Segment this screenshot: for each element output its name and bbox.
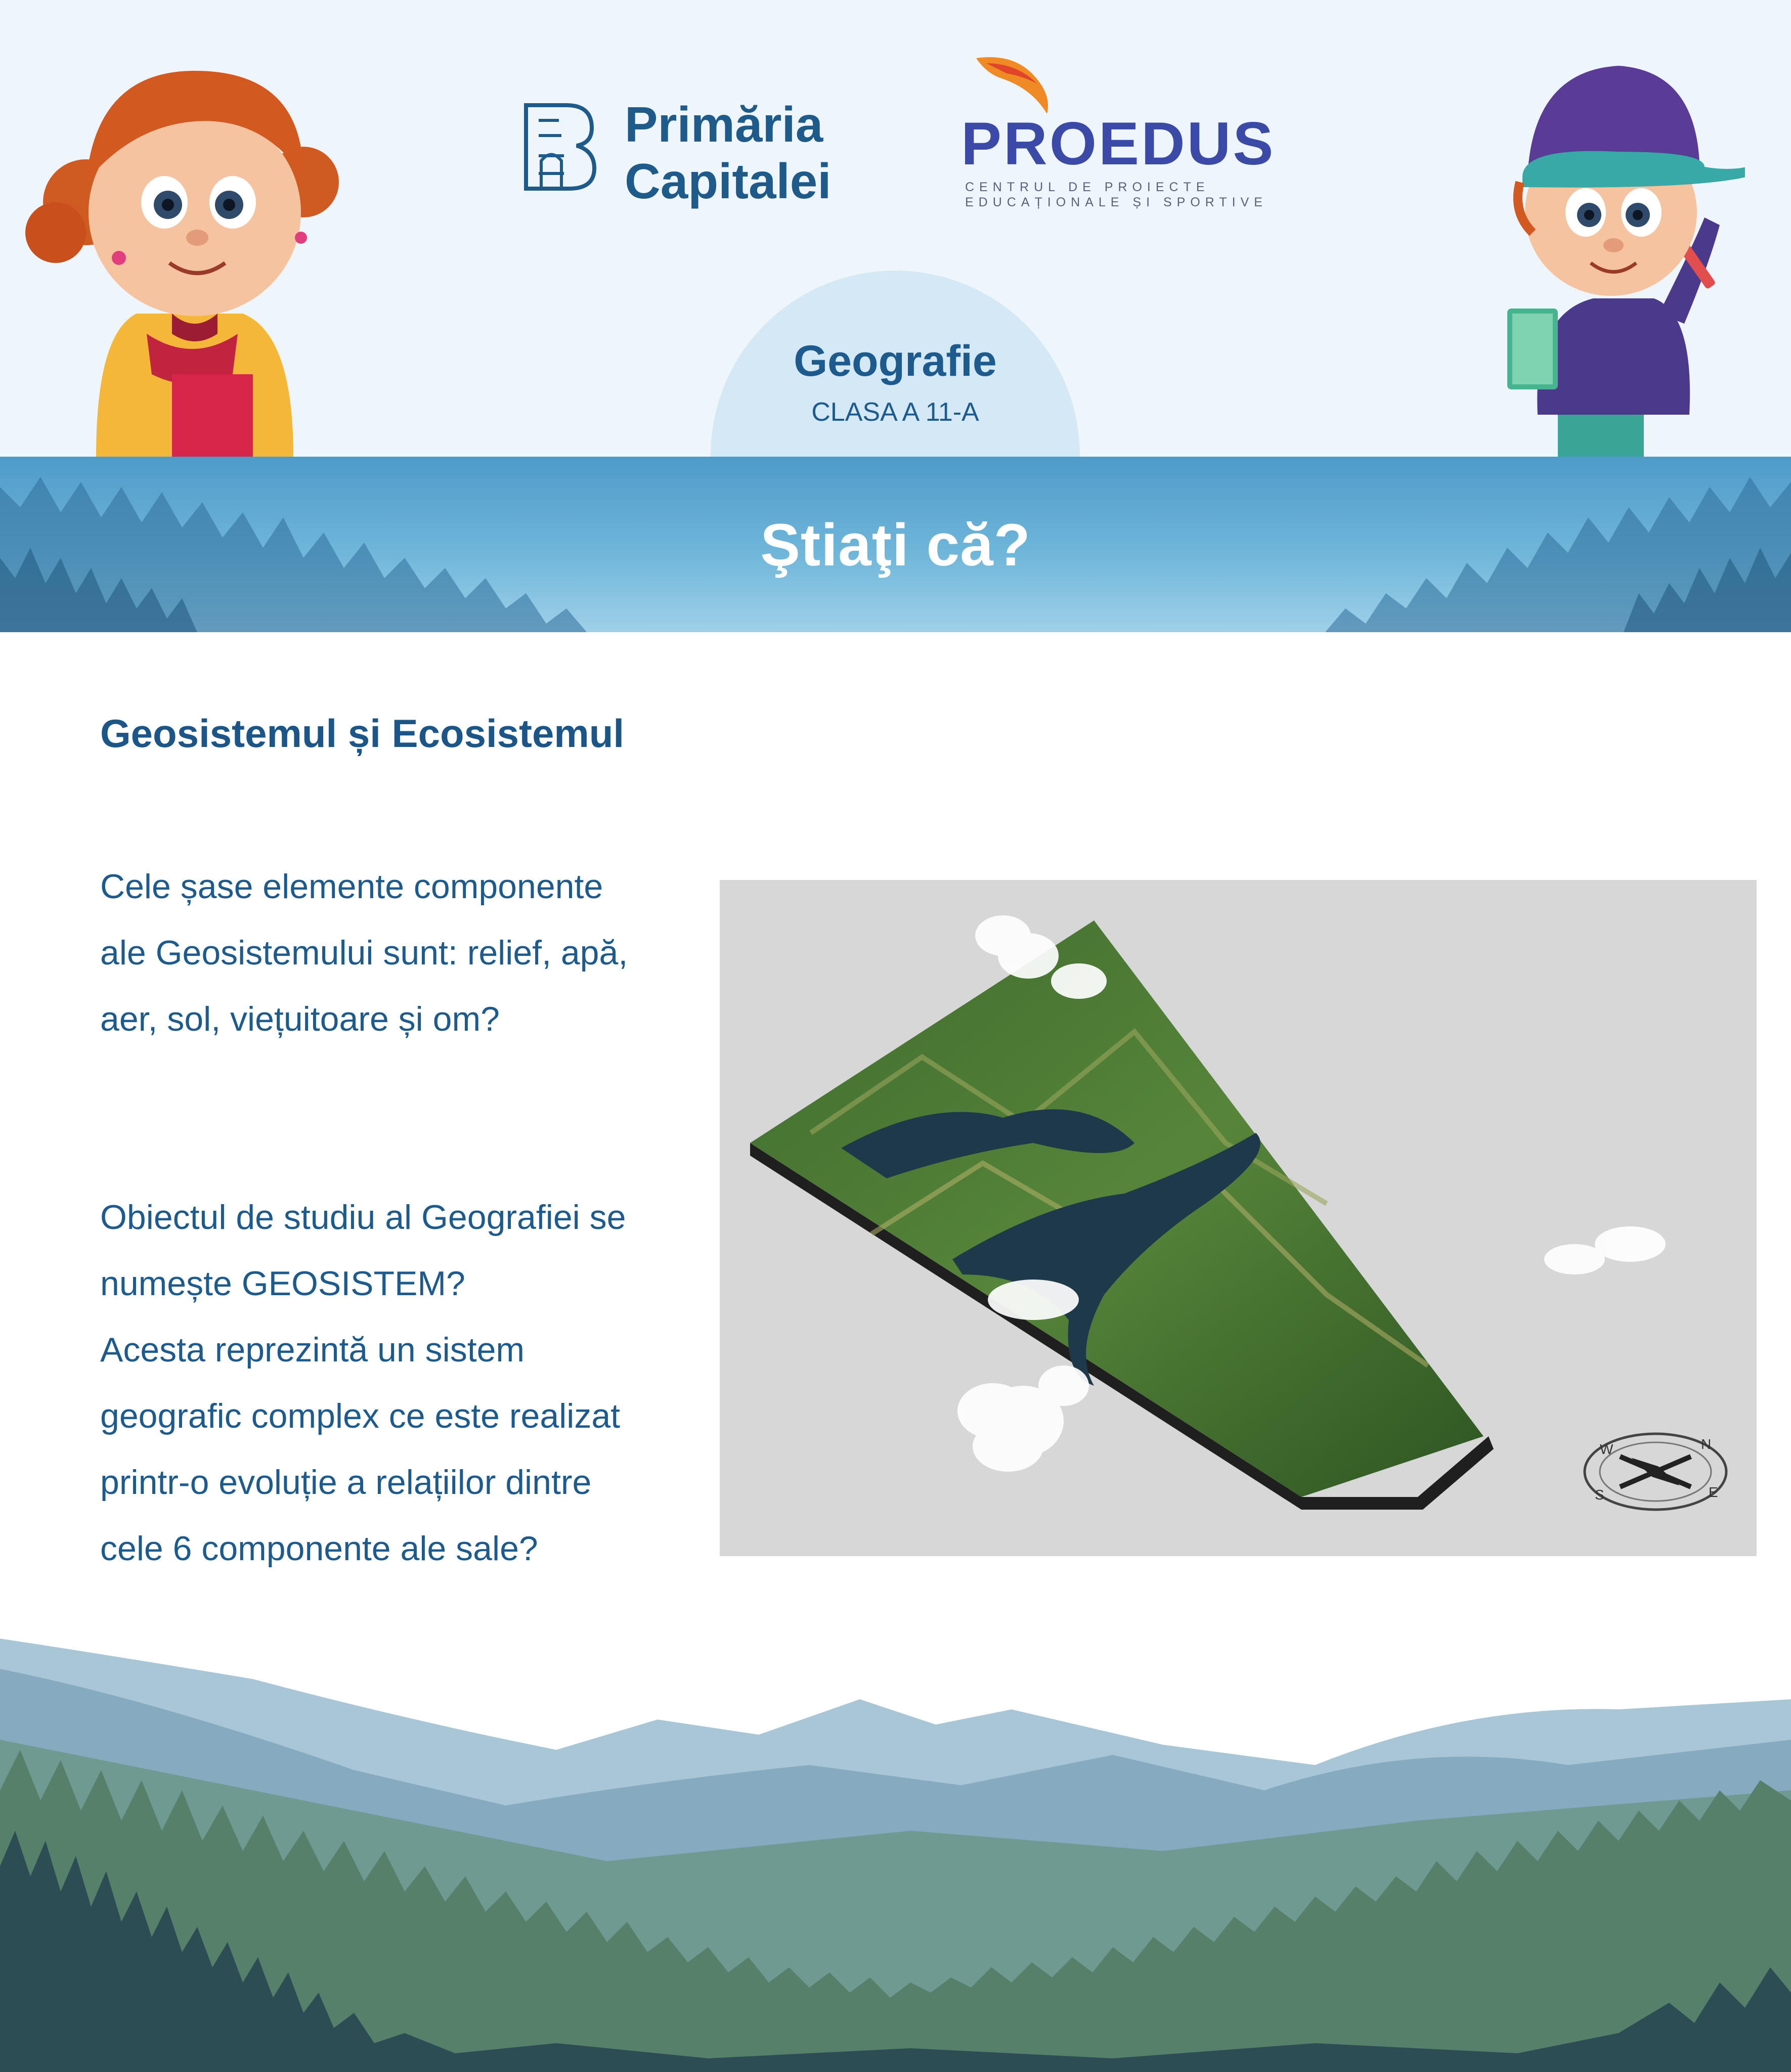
primaria-logo-line1: Primăria [625, 97, 823, 152]
primaria-capitalei-logo [521, 96, 850, 209]
paragraph1-line3: aer, sol, viețuitoare și om? [100, 1000, 500, 1038]
terrain-map-figure [720, 880, 1757, 1556]
girl-character-illustration [20, 51, 364, 457]
compass-label-n: N [1701, 1436, 1712, 1452]
paragraph1-line1: Cele șase elemente componente [100, 867, 603, 906]
paragraph2-line2: numește GEOSISTEM? [100, 1264, 465, 1303]
terrain-map-image [720, 880, 1757, 1556]
proedus-tagline-line1: CENTRUL DE PROIECTE [965, 180, 1210, 194]
subject-title: Geografie [794, 337, 997, 385]
paragraph2-line1: Obiectul de studiu al Geografiei se [100, 1198, 626, 1237]
mountain-forest-landscape [0, 1639, 1791, 2072]
compass-label-w: W [1600, 1441, 1613, 1457]
header [0, 0, 1791, 457]
paragraph2-line5: printr-o evoluție a relațiilor dintre [100, 1463, 592, 1502]
banner-title: Ştiaţi că? [760, 512, 1031, 579]
paragraph-geosistem [100, 1184, 707, 1582]
compass-label-s: S [1595, 1487, 1604, 1503]
primaria-logo-line2: Capitalei [625, 153, 832, 209]
paragraph-elements [100, 854, 707, 1052]
class-label: CLASA A 11-A [811, 398, 979, 427]
paragraph2-line6: cele 6 componente ale sale? [100, 1529, 538, 1568]
compass-icon [1585, 1434, 1726, 1510]
boy-character-illustration [1492, 51, 1745, 457]
primaria-emblem-icon [521, 100, 597, 191]
section-title: Geosistemul și Ecosistemul [100, 711, 625, 756]
paragraph2-line3: Acesta reprezintă un sistem [100, 1331, 525, 1369]
paragraph2-line4: geografic complex ce este realizat [100, 1397, 621, 1435]
proedus-tagline-line2: EDUCAȚIONALE ȘI SPORTIVE [965, 195, 1268, 209]
proedus-logo [961, 53, 1276, 209]
compass-label-e: E [1709, 1484, 1718, 1500]
proedus-brand-text: PROEDUS [961, 110, 1276, 178]
paragraph1-line2: ale Geosistemului sunt: relief, apă, [100, 934, 628, 972]
